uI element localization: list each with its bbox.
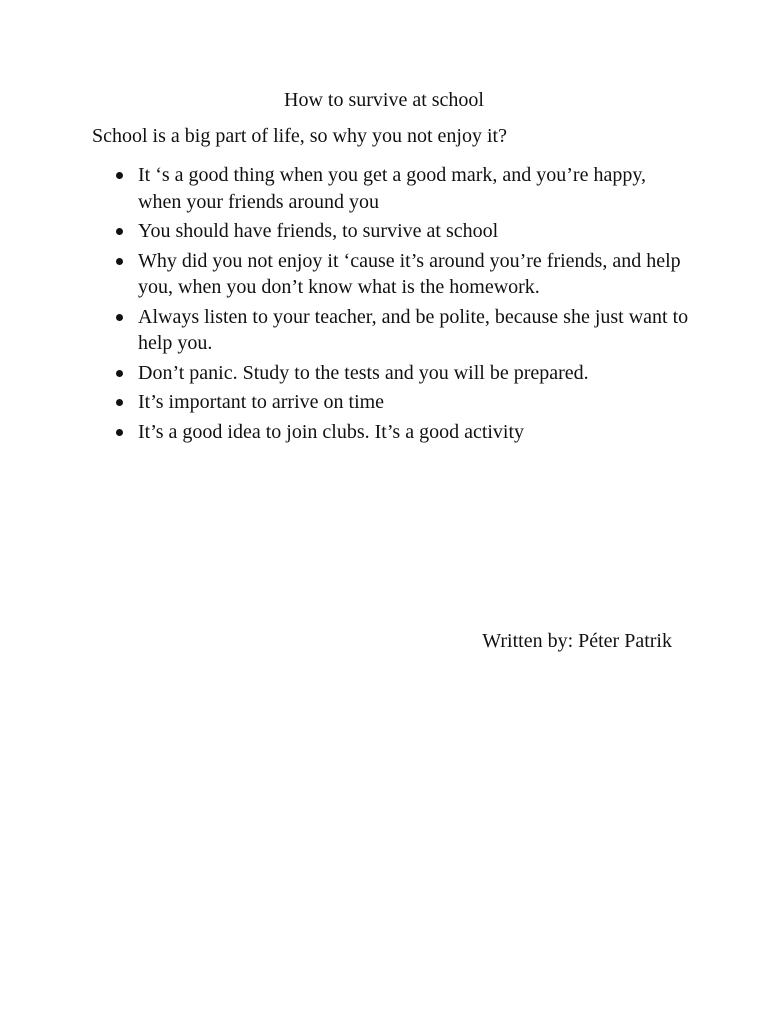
tips-list	[92, 162, 692, 448]
tip-text: Always listen to your teacher, and be polite, because she just want to help you.	[138, 305, 689, 354]
bullet-icon	[116, 429, 123, 436]
document-title: How to survive at school	[284, 89, 484, 111]
bullet-icon	[116, 314, 123, 321]
tip-text: It ‘s a good thing when you get a good mark, and you’re happy, when your friends around you	[138, 164, 647, 213]
bullet-icon	[116, 228, 123, 235]
list-item	[92, 248, 692, 301]
list-item	[92, 218, 692, 245]
author-signature: Written by: Péter Patrik	[482, 630, 672, 652]
bullet-icon	[116, 370, 123, 377]
list-item	[92, 162, 692, 215]
tip-text: It’s a good idea to join clubs. It’s a good activity	[138, 420, 525, 443]
tip-text: Why did you not enjoy it ‘cause it’s around you’re friends, and help you, when you don’t know what is the homework.	[138, 249, 681, 298]
bullet-icon	[116, 258, 123, 265]
intro-paragraph: School is a big part of life, so why you not enjoy it?	[92, 125, 507, 147]
tip-text: You should have friends, to survive at school	[138, 220, 499, 242]
list-item	[92, 419, 692, 446]
bullet-icon	[116, 172, 123, 179]
tip-text: It’s important to arrive on time	[138, 391, 385, 413]
list-item	[92, 304, 692, 357]
list-item	[92, 389, 692, 416]
tip-text: Don’t panic. Study to the tests and you will be prepared.	[138, 361, 589, 384]
bullet-icon	[116, 399, 123, 406]
list-item	[92, 360, 692, 387]
